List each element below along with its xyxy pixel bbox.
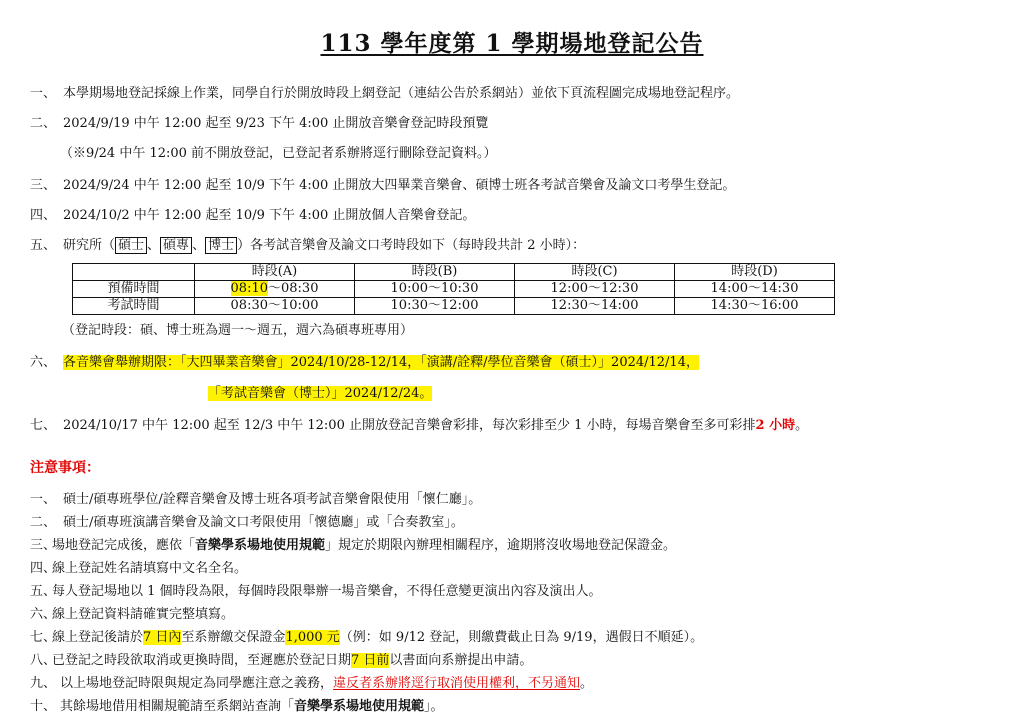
note-4 — [30, 561, 247, 577]
item-number: 四、 — [30, 561, 57, 576]
note-1 — [30, 492, 481, 508]
item-number: 八、 — [30, 653, 57, 668]
item-number: 一、 — [30, 86, 57, 101]
item-text-highlighted: 「考試音樂會（博士）」2024/12/24。 — [208, 386, 433, 401]
notes-heading: 注意事項： — [30, 460, 100, 476]
note-text: 至系辦繳交保證金 — [181, 630, 286, 645]
table-header-cell: 時段(A) — [195, 264, 355, 281]
note-text: 碩士/碩專班演講音樂會及論文口考限使用「懷德廳」或「合奏教室」。 — [63, 515, 464, 530]
item-text: 2024/10/2 中午 12:00 起至 10/9 下午 4:00 止開放個人音樂會登記。 — [63, 208, 476, 223]
note-warning-red: 違反者系辦將逕行取消使用權利，不另通知 — [333, 676, 581, 691]
highlighted-time: 08:10 — [230, 281, 268, 297]
note-highlight-days: 7 日內 — [143, 630, 182, 645]
item-4 — [30, 208, 475, 224]
item-number: 一、 — [30, 492, 57, 507]
note-text: 線上登記姓名請填寫中文名全名。 — [52, 561, 248, 576]
item-text-highlighted: 各音樂會舉辦期限：「大四畢業音樂會」2024/10/28-12/14，「演講/詮釋/學位音樂會（碩士）」2024/12/14， — [63, 355, 699, 370]
note-text: 線上登記資料請確實完整填寫。 — [52, 607, 235, 622]
item-number: 六、 — [30, 607, 57, 622]
table-cell: 12:30～14:00 — [515, 298, 675, 315]
emphasis-red: 2 小時 — [755, 418, 796, 433]
table-cell — [195, 281, 355, 298]
item-text: 。 — [795, 418, 809, 433]
note-8 — [30, 653, 532, 669]
table-cell: 08:30～10:00 — [195, 298, 355, 315]
item-6 — [30, 355, 699, 371]
item-number: 五、 — [30, 584, 57, 599]
item-text: 研究所（ — [63, 238, 116, 253]
note-7 — [30, 630, 703, 646]
item-text: 2024/9/19 中午 12:00 起至 9/23 下午 4:00 止開放音樂會登記時段預覽 — [63, 116, 489, 131]
item-number: 四、 — [30, 208, 57, 223]
note-text: （例：如 9/12 登記，則繳費截止日為 9/19，遇假日不順延）。 — [339, 630, 704, 645]
item-number: 六、 — [30, 355, 57, 370]
item-5-note: （登記時段：碩、博士班為週一～週五，週六為碩專班專用） — [62, 323, 414, 338]
note-9 — [30, 676, 593, 692]
table-row — [73, 281, 835, 298]
table-cell: 14:30～16:00 — [675, 298, 835, 315]
time-text: ～08:30 — [268, 281, 319, 297]
table-header-row — [73, 264, 835, 281]
table-cell: 10:30～12:00 — [355, 298, 515, 315]
item-number: 三、 — [30, 538, 57, 553]
note-emphasis: 音樂學系場地使用規範 — [195, 538, 326, 553]
note-highlight-deposit: 1,000 元 — [285, 630, 340, 645]
note-highlight-deadline: 7 日前 — [351, 653, 390, 668]
note-emphasis: 音樂學系場地使用規範 — [294, 699, 425, 714]
item-number: 十、 — [30, 699, 57, 714]
item-number: 七、 — [30, 630, 57, 645]
table-cell: 10:00～10:30 — [355, 281, 515, 298]
note-text: 其餘場地借用相關規範請至系網站查詢「 — [60, 699, 295, 714]
item-number: 二、 — [30, 116, 57, 131]
note-text: 」。 — [424, 699, 444, 714]
page-title: 113 學年度第 1 學期場地登記公告 — [320, 30, 704, 57]
table-cell: 12:00～12:30 — [515, 281, 675, 298]
note-2 — [30, 515, 464, 531]
item-2 — [30, 116, 488, 132]
item-5 — [30, 238, 585, 254]
item-number: 三、 — [30, 178, 57, 193]
row-label: 考試時間 — [73, 298, 195, 315]
item-6-continued — [208, 386, 432, 402]
item-text: 2024/9/24 中午 12:00 起至 10/9 下午 4:00 止開放大四畢業音樂會、碩博士班各考試音樂會及論文口考學生登記。 — [63, 178, 736, 193]
table-row — [73, 298, 835, 315]
note-text: 已登記之時段欲取消或更換時間，至遲應於登記日期 — [52, 653, 352, 668]
item-text: 2024/10/17 中午 12:00 起至 12/3 中午 12:00 止開放登記音樂會彩排，每次彩排至少 1 小時，每場音樂會至多可彩排 — [63, 418, 756, 433]
item-number: 九、 — [30, 676, 57, 691]
item-number: 二、 — [30, 515, 57, 530]
item-text: 本學期場地登記採線上作業，同學自行於開放時段上網登記（連結公告於系網站）並依下頁流程圖完成場地登記程序。 — [63, 86, 740, 101]
item-1 — [30, 86, 739, 102]
note-text: 線上登記後請於 — [52, 630, 144, 645]
program-box-masters: 碩士 — [115, 237, 147, 254]
note-text: 碩士/碩專班學位/詮釋音樂會及博士班各項考試音樂會限使用「懷仁廳」。 — [63, 492, 482, 507]
table-header-cell: 時段(C) — [515, 264, 675, 281]
note-text: 以上場地登記時限與規定為同學應注意之義務， — [60, 676, 334, 691]
separator: 、 — [192, 238, 206, 253]
note-10 — [30, 699, 444, 715]
time-slot-table — [72, 263, 835, 315]
note-text: 。 — [580, 676, 594, 691]
item-number: 七、 — [30, 418, 57, 433]
separator: 、 — [147, 238, 161, 253]
note-5 — [30, 584, 602, 600]
note-text: 以書面向系辦提出申請。 — [389, 653, 533, 668]
item-number: 五、 — [30, 238, 57, 253]
program-box-executive: 碩專 — [160, 237, 192, 254]
table-header-cell: 時段(D) — [675, 264, 835, 281]
note-text: 場地登記完成後，應依「 — [52, 538, 196, 553]
item-text: ）各考試音樂會及論文口考時段如下（每時段共計 2 小時）： — [237, 238, 586, 253]
note-text: 每人登記場地以 1 個時段為限，每個時段限舉辦一場音樂會，不得任意變更演出內容及演出人。 — [52, 584, 602, 599]
item-3 — [30, 178, 735, 194]
table-cell: 14:00～14:30 — [675, 281, 835, 298]
program-box-doctoral: 博士 — [205, 237, 237, 254]
note-6 — [30, 607, 234, 623]
table-header-cell: 時段(B) — [355, 264, 515, 281]
note-3 — [30, 538, 676, 554]
row-label: 預備時間 — [73, 281, 195, 298]
item-7 — [30, 418, 808, 434]
note-text: 」規定於期限內辦理相關程序，逾期將沒收場地登記保證金。 — [325, 538, 677, 553]
table-header-cell — [73, 264, 195, 281]
item-2-note: （※9/24 中午 12:00 前不開放登記，已登記者系辦將逕行刪除登記資料。） — [60, 146, 497, 161]
